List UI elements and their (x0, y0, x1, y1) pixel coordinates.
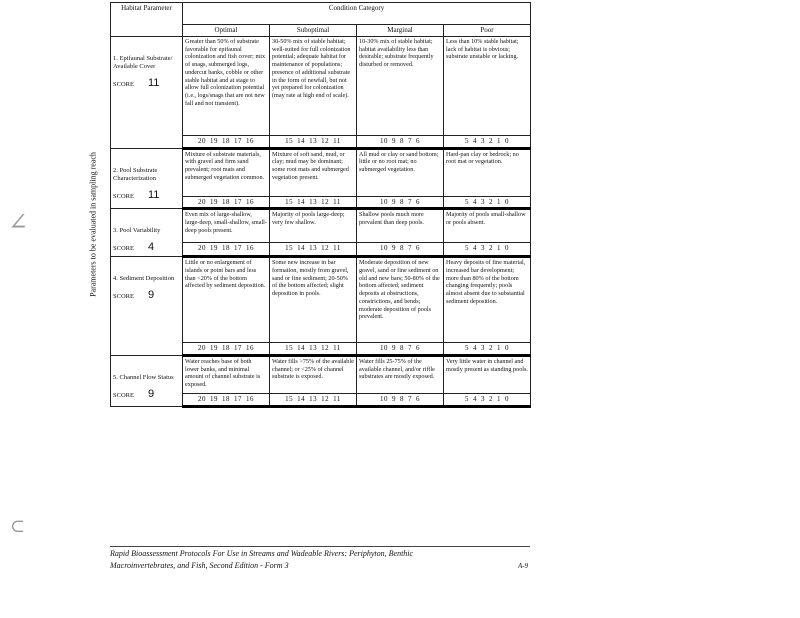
score-number: 14 (297, 344, 306, 353)
score-range (357, 135, 444, 148)
condition-category-header: Condition Category (183, 3, 531, 25)
table-row (111, 257, 531, 343)
score-number: 6 (416, 244, 420, 253)
score-block (113, 289, 180, 303)
score-range (183, 393, 270, 406)
score-number: 10 (380, 394, 388, 403)
category-marginal: Marginal (357, 25, 444, 37)
score-number: 0 (505, 244, 510, 253)
habitat-parameter-header: Habitat Parameter (111, 3, 183, 37)
score-number: 12 (321, 197, 330, 206)
score-number: 17 (234, 244, 242, 253)
score-number: 19 (210, 344, 218, 353)
score-label: SCORE (113, 81, 134, 88)
score-number: 2 (489, 136, 494, 145)
score-block (113, 241, 180, 255)
condition-description: Greater than 50% of substrate favorable for epifaunal colonization and fish cover; mix of snags, submerged logs, undercut banks, cobble or other stable habitat and at stage to allow full colonization potential (i.e., logs/snags that are not new fall and not transient). (183, 36, 270, 135)
condition-description: Even mix of large-shallow, large-deep, small-shallow, small-deep pools present. (183, 209, 270, 243)
score-number: 4 (473, 244, 478, 253)
score-number: 16 (246, 136, 254, 145)
score-number: 10 (380, 344, 388, 353)
condition-description: Majority of pools large-deep; very few shallow. (270, 209, 357, 243)
footer-line-1: Rapid Bioassessment Protocols For Use in Streams and Wadeable Rivers: Periphyton, Benthic (110, 549, 414, 558)
score-number: 11 (333, 394, 341, 403)
score-number: 11 (333, 344, 341, 353)
score-number: 3 (481, 394, 486, 403)
score-number: 14 (297, 394, 306, 403)
score-range (444, 196, 531, 209)
score-number: 9 (392, 244, 396, 253)
score-number: 17 (234, 136, 242, 145)
score-number: 2 (489, 344, 494, 353)
score-number: 10 (380, 136, 388, 145)
score-number: 8 (400, 244, 404, 253)
score-number: 0 (505, 197, 510, 206)
condition-description: All mud or clay or sand bottom; little or no root mat; no submerged vegetation. (357, 148, 444, 196)
score-number: 6 (416, 344, 420, 353)
score-number: 19 (210, 197, 218, 206)
condition-description: Hard-pan clay or bedrock; no root mat or vegetation. (444, 148, 531, 196)
score-number: 3 (481, 197, 486, 206)
score-block (113, 388, 180, 402)
score-label: SCORE (113, 392, 134, 399)
score-range (444, 135, 531, 148)
score-number: 9 (392, 344, 396, 353)
sidebar (86, 60, 100, 390)
score-number: 20 (198, 197, 206, 206)
score-number: 5 (465, 197, 470, 206)
score-block (113, 189, 180, 203)
margin-mark-icon: ⊂ (10, 516, 26, 537)
condition-description: Mixture of soft sand, mud, or clay; mud may be dominant; some root mats and submerged vegetation present. (270, 148, 357, 196)
parameter-cell (111, 355, 183, 406)
score-number: 12 (321, 136, 330, 145)
score-number: 7 (408, 344, 412, 353)
score-number: 3 (481, 244, 486, 253)
score-range (270, 393, 357, 406)
condition-description: Mixture of substrate materials, with gravel and firm sand prevalent; root mats and submerged vegetation common. (183, 148, 270, 196)
score-range (183, 243, 270, 257)
score-number: 0 (505, 394, 510, 403)
score-number: 15 (285, 197, 294, 206)
score-number: 18 (222, 244, 230, 253)
score-number: 13 (309, 244, 318, 253)
score-number: 19 (210, 136, 218, 145)
footer-divider (110, 546, 530, 547)
score-range (444, 343, 531, 356)
score-number: 12 (321, 394, 330, 403)
category-optimal: Optimal (183, 25, 270, 37)
score-range (444, 393, 531, 406)
score-number: 15 (285, 344, 294, 353)
score-number: 1 (497, 394, 502, 403)
score-number: 7 (408, 136, 412, 145)
score-number: 17 (234, 197, 242, 206)
score-range (444, 243, 531, 257)
score-value: 4 (147, 241, 155, 254)
score-number: 5 (465, 394, 470, 403)
score-number: 7 (408, 244, 412, 253)
score-number: 6 (416, 197, 420, 206)
score-number: 17 (234, 394, 242, 403)
parameter-name: 5. Channel Flow Status (113, 373, 174, 381)
score-number: 1 (497, 244, 502, 253)
score-number: 16 (246, 344, 254, 353)
footer (110, 548, 540, 572)
score-number: 13 (309, 344, 318, 353)
score-number: 13 (309, 136, 318, 145)
score-range (357, 196, 444, 209)
footer-line-2: Macroinvertebrates, and Fish, Second Edition - Form 3 (110, 561, 289, 570)
score-label: SCORE (113, 293, 134, 301)
score-number: 20 (198, 394, 206, 403)
parameter-name: 1. Epifaunal Substrate/ Available Cover (113, 54, 173, 70)
score-number: 20 (198, 136, 206, 145)
score-number: 7 (408, 394, 412, 403)
score-number: 9 (392, 197, 396, 206)
condition-description: Heavy deposits of fine material, increased bar development; more than 80% of the bottom changing frequently; pools almost absent due to substantial sediment deposition. (444, 257, 531, 343)
condition-description: Some new increase in bar formation, mostly from gravel, sand or fine sediment; 20-50% of the bottom affected; slight deposition in pools. (270, 257, 357, 343)
score-value: 11 (147, 77, 160, 89)
table-row (111, 148, 531, 196)
score-number: 2 (489, 244, 494, 253)
score-number: 5 (465, 244, 470, 253)
score-number: 13 (309, 394, 318, 403)
condition-description: Water reaches base of both lower banks, and minimal amount of channel substrate is exposed. (183, 355, 270, 393)
parameter-cell (111, 148, 183, 209)
score-number: 19 (210, 244, 218, 253)
score-number: 18 (222, 394, 230, 403)
score-number: 4 (473, 394, 478, 403)
score-number: 0 (505, 344, 510, 353)
score-number: 16 (246, 394, 254, 403)
score-range (357, 343, 444, 356)
condition-description: Less than 10% stable habitat; lack of habitat is obvious; substrate unstable or lacking. (444, 36, 531, 135)
score-number: 12 (321, 344, 330, 353)
condition-description: 10-30% mix of stable habitat; habitat availability less than desirable; substrate frequently disturbed or removed. (357, 36, 444, 135)
sidebar-label: Parameters to be evaluated in sampling reach (88, 152, 98, 297)
score-range (183, 343, 270, 356)
score-number: 5 (465, 344, 470, 353)
margin-mark-icon: ∠ (8, 208, 29, 236)
score-number: 11 (333, 136, 341, 145)
parameter-cell (111, 209, 183, 257)
table-row (111, 36, 531, 135)
score-number: 1 (497, 344, 502, 353)
condition-description: Shallow pools much more prevalent than deep pools. (357, 209, 444, 243)
score-number: 8 (400, 136, 404, 145)
score-value: 9 (147, 388, 155, 400)
score-range (270, 243, 357, 257)
score-number: 18 (222, 344, 230, 353)
category-poor: Poor (444, 25, 531, 37)
score-number: 18 (222, 136, 230, 145)
condition-description: 30-50% mix of stable habitat; well-suited for full colonization potential; adequate habitat for maintenance of populations; presence of additional substrate in the form of newfall, but not yet prepared for colonization (may rate at high end of scale). (270, 36, 357, 135)
score-range (357, 393, 444, 406)
condition-description: Water fills >75% of the available channel; or <25% of channel substrate is exposed. (270, 355, 357, 393)
parameter-cell (111, 257, 183, 356)
score-number: 15 (285, 244, 294, 253)
habitat-assessment-table (110, 2, 531, 408)
page-number: A-9 (518, 562, 529, 570)
score-number: 1 (497, 136, 502, 145)
condition-description: Majority of pools small-shallow or pools absent. (444, 209, 531, 243)
score-number: 14 (297, 244, 306, 253)
parameter-name: 2. Pool Substrate Characterization (113, 166, 158, 182)
score-label: SCORE (113, 192, 134, 200)
score-block (113, 77, 180, 91)
score-number: 11 (333, 244, 341, 253)
score-number: 20 (198, 344, 206, 353)
score-number: 10 (380, 244, 388, 253)
score-number: 5 (465, 136, 470, 145)
score-number: 4 (473, 197, 478, 206)
score-range (270, 343, 357, 356)
score-range (183, 135, 270, 148)
score-number: 8 (400, 394, 404, 403)
score-number: 4 (473, 344, 478, 353)
score-number: 9 (392, 394, 396, 403)
score-number: 12 (321, 244, 330, 253)
parameter-name: 4. Sediment Deposition (113, 275, 175, 283)
score-number: 15 (285, 136, 294, 145)
score-number: 8 (400, 344, 404, 353)
score-number: 15 (285, 394, 294, 403)
score-number: 14 (297, 197, 306, 206)
score-number: 6 (416, 394, 420, 403)
condition-description: Little or no enlargement of islands or point bars and less than <20% of the bottom affected by sediment deposition. (183, 257, 270, 343)
score-range (270, 135, 357, 148)
table-row (111, 209, 531, 243)
score-range (183, 196, 270, 209)
condition-description: Water fills 25-75% of the available channel, and/or riffle substrates are mostly exposed. (357, 355, 444, 393)
score-number: 6 (416, 136, 420, 145)
score-number: 19 (210, 394, 218, 403)
score-number: 16 (246, 244, 254, 253)
score-number: 16 (246, 197, 254, 206)
score-number: 10 (380, 197, 388, 206)
parameter-cell (111, 36, 183, 148)
score-label: SCORE (113, 245, 134, 253)
table-row (111, 355, 531, 393)
score-number: 7 (408, 197, 412, 206)
score-number: 2 (489, 394, 494, 403)
score-number: 3 (481, 344, 486, 353)
score-number: 14 (297, 136, 306, 145)
category-suboptimal: Suboptimal (270, 25, 357, 37)
score-range (270, 196, 357, 209)
score-range (357, 243, 444, 257)
score-number: 20 (198, 244, 206, 253)
parameter-name: 3. Pool Variability (113, 227, 161, 235)
score-number: 1 (497, 197, 502, 206)
score-number: 13 (309, 197, 318, 206)
score-number: 17 (234, 344, 242, 353)
score-value: 9 (147, 289, 155, 302)
score-number: 2 (489, 197, 494, 206)
condition-description: Moderate deposition of new gravel, sand or fine sediment on old and new bars; 50-80% of the bottom affected; sediment deposits at obstructions, constrictions, and bends; moderate deposition of pools prevalent. (357, 257, 444, 343)
score-number: 18 (222, 197, 230, 206)
score-number: 8 (400, 197, 404, 206)
score-number: 4 (473, 136, 478, 145)
score-number: 9 (392, 136, 396, 145)
score-number: 3 (481, 136, 486, 145)
score-number: 0 (505, 136, 510, 145)
condition-description: Very little water in channel and mostly present as standing pools. (444, 355, 531, 393)
score-value: 11 (147, 188, 160, 201)
score-number: 11 (333, 197, 341, 206)
